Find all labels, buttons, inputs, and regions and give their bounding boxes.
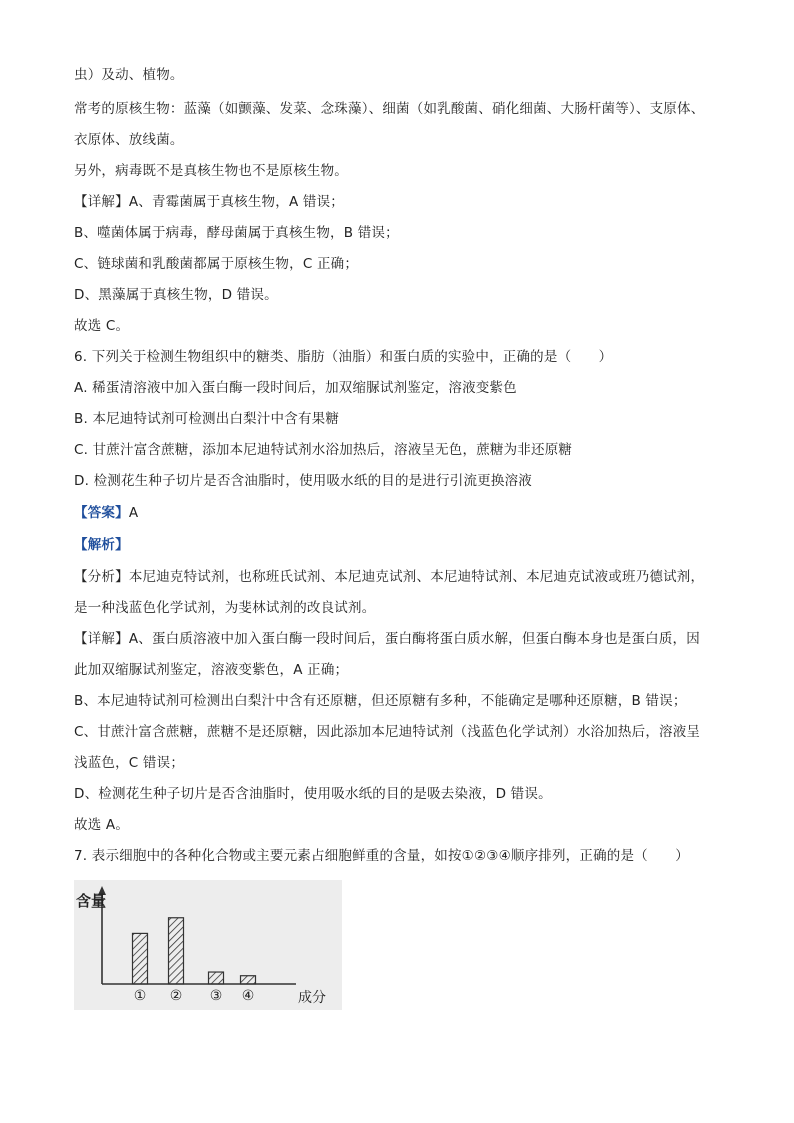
bar-chart: [74, 880, 342, 1010]
y-axis-label: 含量: [76, 892, 107, 910]
q6-answer: [74, 504, 724, 522]
bar-1: [133, 933, 148, 984]
fenxi-text: 本尼迪克特试剂，也称班氏试剂、本尼迪克试剂、本尼迪特试剂、本尼迪克试液或班乃德试剂，: [128, 569, 705, 585]
bar-group: [133, 918, 256, 984]
x-tick-label-4: ④: [241, 988, 255, 1004]
paragraph-line: 衣原体、放线菌。: [74, 132, 184, 148]
q7-stem: 7. 表示细胞中的各种化合物或主要元素占细胞鲜重的含量，如按①②③④顺序排列，正确的是（ ）: [74, 848, 689, 864]
detail-text: A、蛋白质溶液中加入蛋白酶一段时间后，蛋白酶将蛋白质水解，但蛋白酶本身也是蛋白质，因: [128, 631, 700, 647]
q6-detail-d: D、检测花生种子切片是否含油脂时，使用吸水纸的目的是吸去染液，D 错误。: [74, 786, 552, 802]
bar-4: [241, 976, 256, 984]
q5-conclusion: 故选 C。: [74, 318, 130, 334]
q6-option-d: D. 检测花生种子切片是否含油脂时，使用吸水纸的目的是进行引流更换溶液: [74, 473, 532, 489]
q5-detail-line: [74, 193, 724, 211]
q5-detail-b: B、噬菌体属于病毒，酵母菌属于真核生物，B 错误；: [74, 225, 399, 241]
detail-text: A、青霉菌属于真核生物，A 错误；: [128, 194, 344, 210]
q5-detail-d: D、黑藻属于真核生物，D 错误。: [74, 287, 278, 303]
q6-analysis-tag: [74, 536, 724, 554]
q6-detail-a2: 此加双缩脲试剂鉴定，溶液变紫色，A 正确；: [74, 662, 349, 678]
q5-detail-c: C、链球菌和乳酸菌都属于原核生物，C 正确；: [74, 256, 359, 272]
tick-label-group: [134, 988, 255, 1004]
answer-tag: 【答案】: [74, 505, 129, 521]
paragraph-line: 常考的原核生物：蓝藻（如颤藻、发菜、念珠藻）、细菌（如乳酸菌、硝化细菌、大肠杆菌等）、支原体、: [74, 101, 705, 117]
q6-fenxi-line: [74, 568, 724, 586]
analysis-tag: 【解析】: [74, 537, 129, 553]
x-tick-label-1: ①: [133, 988, 147, 1004]
q6-option-a: A. 稀蛋清溶液中加入蛋白酶一段时间后，加双缩脲试剂鉴定，溶液变紫色: [74, 380, 517, 396]
fenxi-tag: 【分析】: [74, 569, 129, 585]
x-tick-label-3: ③: [209, 988, 223, 1004]
bar-3: [209, 972, 224, 984]
detail-tag: 【详解】: [74, 631, 129, 647]
bar-2: [169, 918, 184, 984]
q6-fenxi-line-2: 是一种浅蓝色化学试剂，为斐林试剂的改良试剂。: [74, 600, 376, 616]
x-axis-label: 成分: [298, 990, 326, 1006]
q6-detail-line: [74, 630, 724, 648]
q6-stem: 6. 下列关于检测生物组织中的糖类、脂肪（油脂）和蛋白质的实验中，正确的是（ ）: [74, 349, 613, 365]
paragraph-line: 另外，病毒既不是真核生物也不是原核生物。: [74, 163, 348, 179]
q6-detail-c1: C、甘蔗汁富含蔗糖，蔗糖不是还原糖，因此添加本尼迪特试剂（浅蓝色化学试剂）水浴加热后，溶液呈: [74, 724, 701, 740]
answer-value: A: [128, 505, 139, 521]
q6-option-c: C. 甘蔗汁富含蔗糖，添加本尼迪特试剂水浴加热后，溶液呈无色，蔗糖为非还原糖: [74, 442, 573, 458]
q6-option-b: B. 本尼迪特试剂可检测出白梨汁中含有果糖: [74, 411, 340, 427]
q6-detail-b: B、本尼迪特试剂可检测出白梨汁中含有还原糖，但还原糖有多种，不能确定是哪种还原糖，B 错误；: [74, 693, 687, 709]
q6-conclusion: 故选 A。: [74, 817, 130, 833]
bar-chart-figure: [74, 880, 342, 1010]
detail-tag: 【详解】: [74, 194, 129, 210]
q6-detail-c2: 浅蓝色，C 错误；: [74, 755, 185, 771]
paragraph-line: 虫）及动、植物。: [74, 67, 184, 83]
x-tick-label-2: ②: [169, 988, 183, 1004]
